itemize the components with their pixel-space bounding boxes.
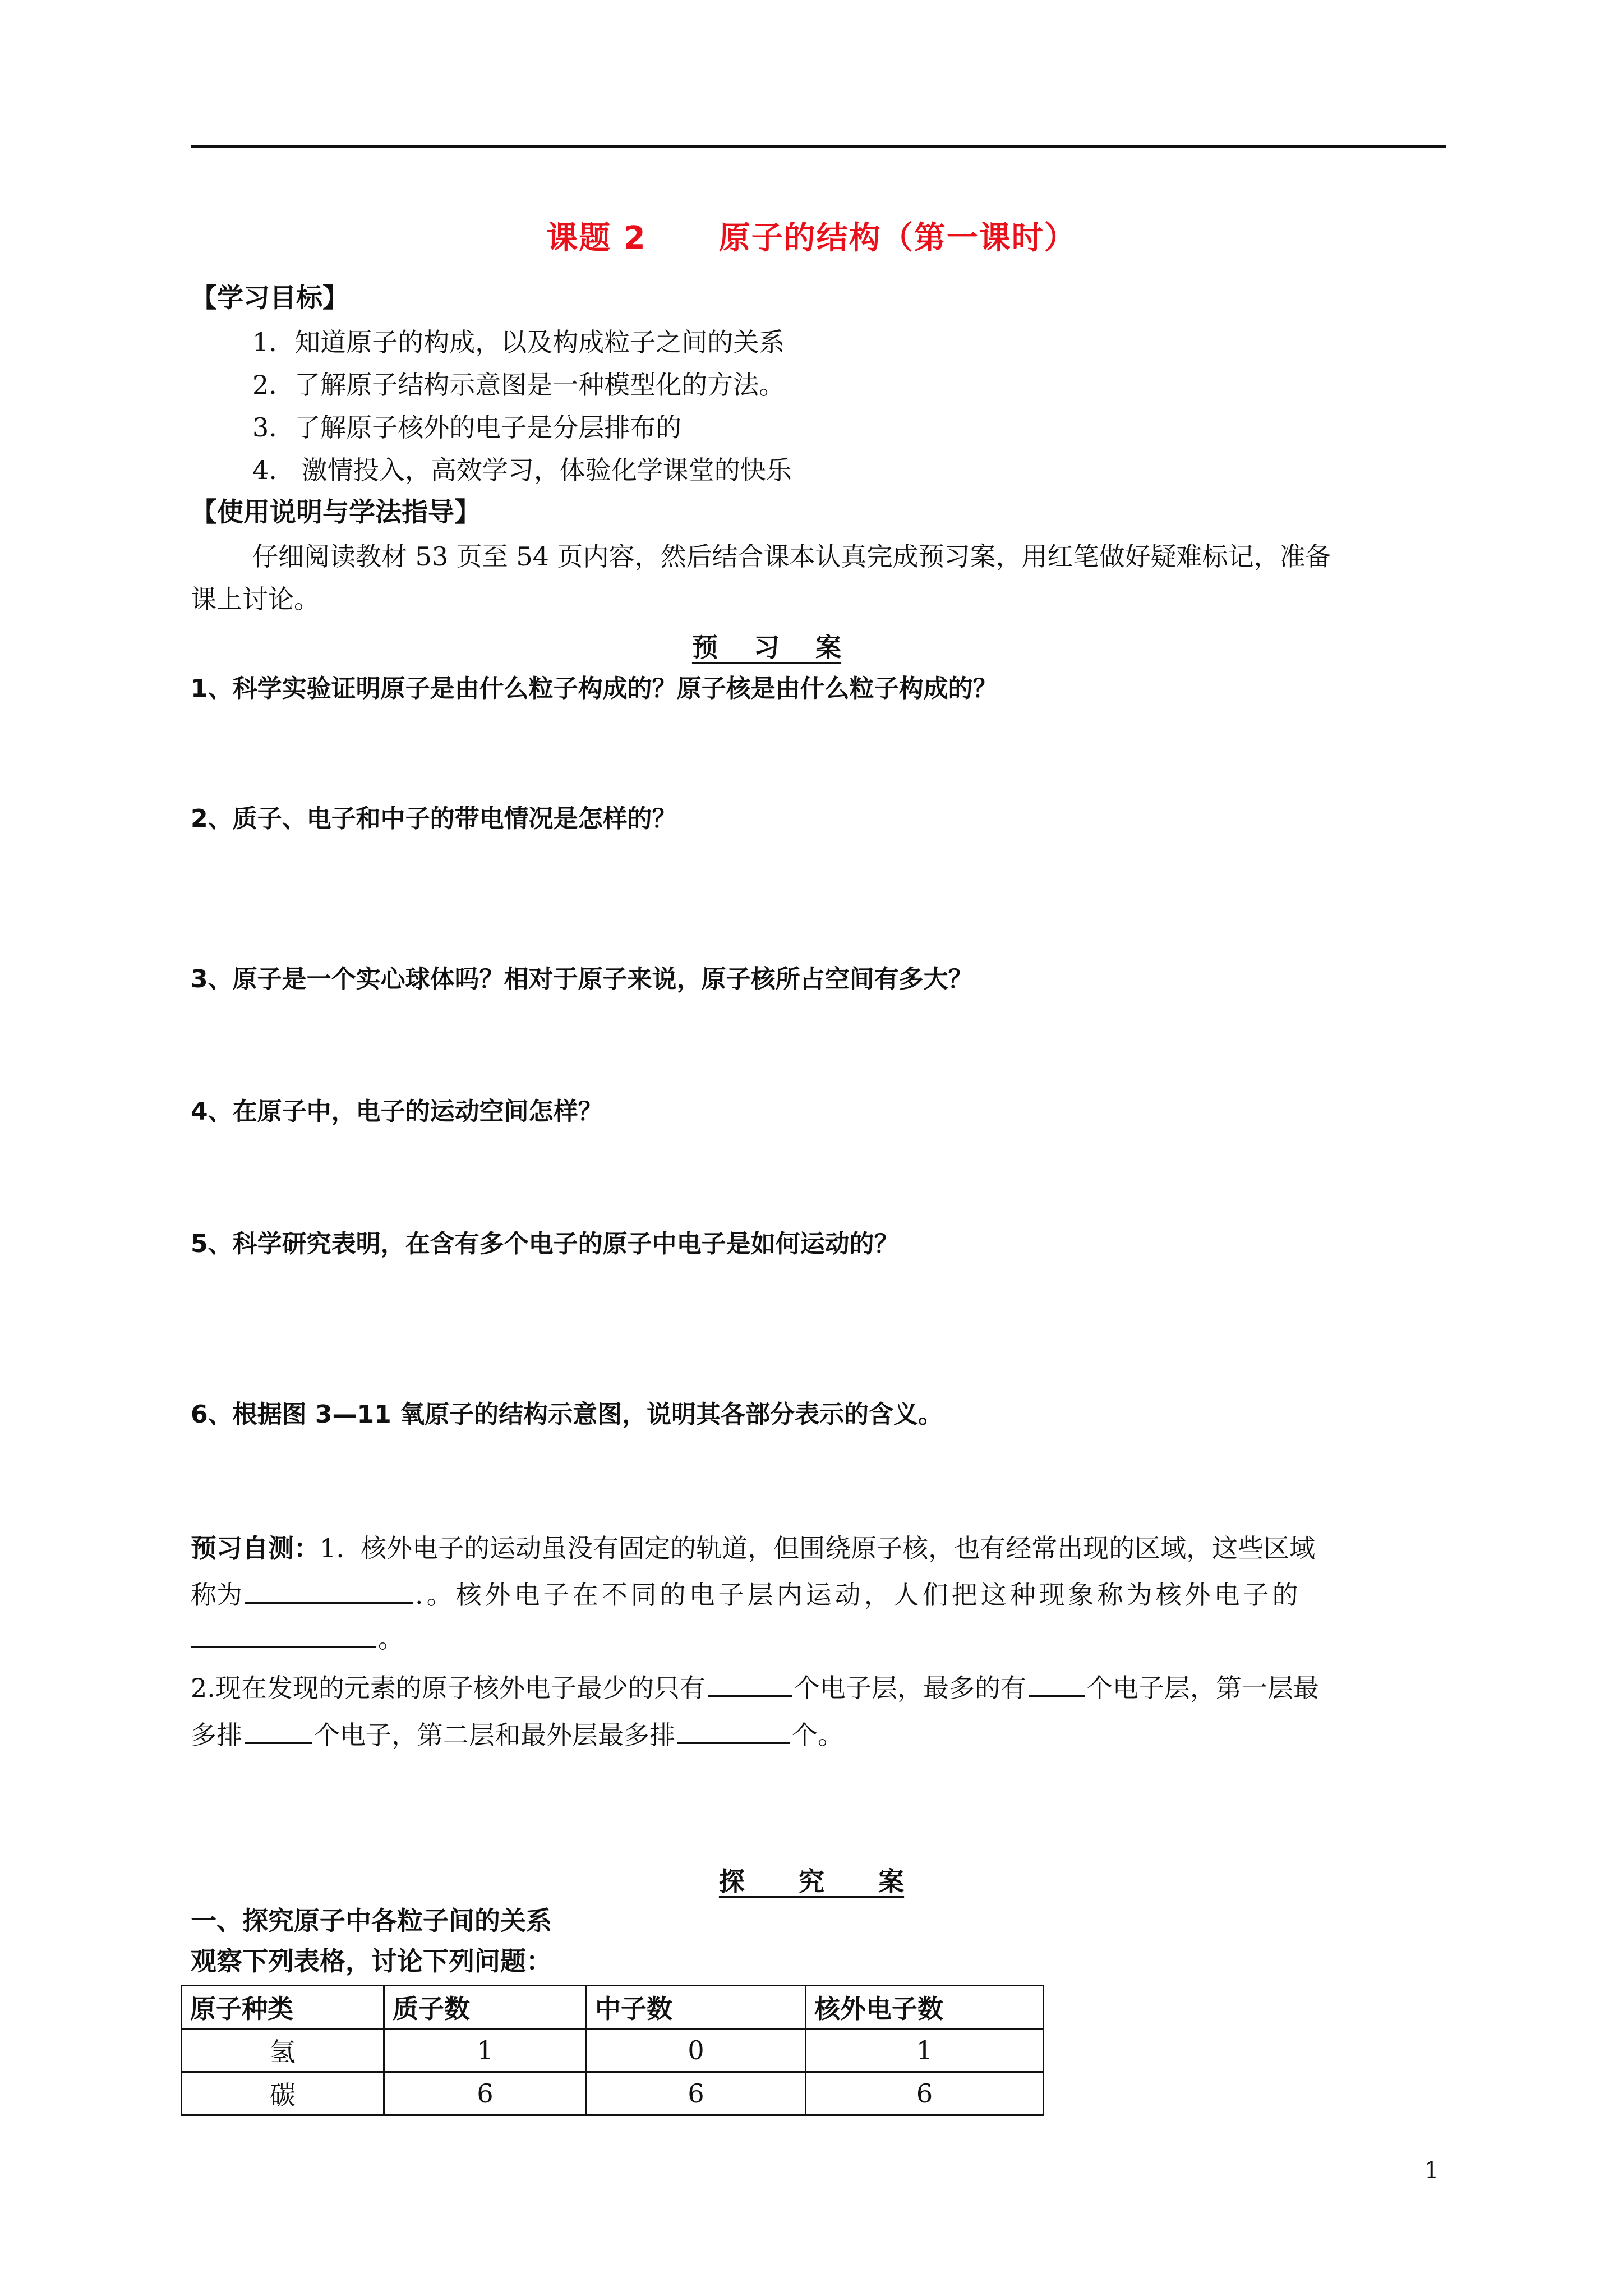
answer-blank[interactable] xyxy=(1029,1671,1085,1697)
objective-item: 3．了解原子核外的电子是分层排布的 xyxy=(252,412,682,443)
table-cell: 氢 xyxy=(182,2029,384,2072)
guide-text: 课上讨论。 xyxy=(191,584,320,614)
selftest-line xyxy=(191,1577,1302,1612)
table-header-cell: 原子种类 xyxy=(182,1986,384,2029)
table-row xyxy=(182,2029,1044,2072)
selftest-line xyxy=(191,1671,1319,1705)
header-rule xyxy=(191,145,1446,148)
selftest-text: 个电子层，最多的有 xyxy=(794,1673,1026,1703)
selftest-line xyxy=(191,1718,843,1752)
guide-heading: 【使用说明与学法指导】 xyxy=(191,497,481,528)
explore-instruction: 观察下列表格，讨论下列问题： xyxy=(191,1946,552,1976)
selftest-label: 预习自测： xyxy=(191,1533,320,1563)
objective-item: 4. 激情投入，高效学习，体验化学课堂的快乐 xyxy=(252,455,792,485)
selftest-text: 1. 核外电子的运动虽没有固定的轨道，但围绕原子核，也有经常出现的区域，这些区域 xyxy=(320,1533,1316,1563)
selftest-text: 2.现在发现的元素的原子核外电子最少的只有 xyxy=(191,1673,706,1703)
answer-blank[interactable] xyxy=(245,1577,413,1604)
atom-particle-table xyxy=(181,1985,1044,2116)
selftest-text: 个电子，第二层和最外层最多排 xyxy=(314,1720,675,1750)
answer-blank[interactable] xyxy=(245,1718,312,1744)
selftest-text: 多排 xyxy=(191,1720,242,1750)
page-title: 课题 2 原子的结构（第一课时） xyxy=(546,220,1077,256)
selftest-text: 个。 xyxy=(792,1720,843,1750)
table-cell: 6 xyxy=(587,2072,806,2115)
objective-item: 1．知道原子的构成，以及构成粒子之间的关系 xyxy=(252,327,785,357)
preview-question: 2、质子、电子和中子的带电情况是怎样的？ xyxy=(191,804,677,833)
table-header-cell: 质子数 xyxy=(384,1986,587,2029)
table-row xyxy=(182,2072,1044,2115)
table-cell: 1 xyxy=(806,2029,1044,2072)
preview-question: 3、原子是一个实心球体吗？相对于原子来说，原子核所占空间有多大？ xyxy=(191,965,973,993)
selftest-text: 。 xyxy=(378,1623,404,1654)
selftest-text: 个电子层，第一层最 xyxy=(1086,1673,1319,1703)
table-cell: 1 xyxy=(384,2029,587,2072)
preview-question: 1、科学实验证明原子是由什么粒子构成的？原子核是由什么粒子构成的？ xyxy=(191,674,998,703)
page-number: 1 xyxy=(1424,2157,1439,2183)
preview-question: 5、科学研究表明，在含有多个电子的原子中电子是如何运动的？ xyxy=(191,1230,899,1258)
selftest-text: 称为 xyxy=(191,1580,242,1610)
table-header-cell: 中子数 xyxy=(587,1986,806,2029)
preview-heading: 预 习 案 xyxy=(691,632,842,662)
selftest-line xyxy=(191,1621,404,1655)
preview-question: 4、在原子中，电子的运动空间怎样？ xyxy=(191,1097,603,1126)
answer-blank[interactable] xyxy=(708,1671,792,1697)
explore-heading: 探 究 案 xyxy=(718,1866,905,1897)
preview-question: 6、根据图 3—11 氧原子的结构示意图，说明其各部分表示的含义。 xyxy=(191,1400,943,1429)
objectives-heading: 【学习目标】 xyxy=(191,283,349,314)
answer-blank[interactable] xyxy=(191,1621,376,1648)
answer-blank[interactable] xyxy=(677,1718,790,1744)
selftest-text: .。核外电子在不同的电子层内运动，人们把这种现象称为核外电子的 xyxy=(415,1580,1302,1610)
table-cell: 6 xyxy=(384,2072,587,2115)
objective-item: 2．了解原子结构示意图是一种模型化的方法。 xyxy=(252,370,785,400)
table-header-row xyxy=(182,1986,1044,2029)
explore-section-title: 一、探究原子中各粒子间的关系 xyxy=(191,1906,552,1936)
table-header-cell: 核外电子数 xyxy=(806,1986,1044,2029)
table-cell: 0 xyxy=(587,2029,806,2072)
table-cell: 6 xyxy=(806,2072,1044,2115)
guide-text: 仔细阅读教材 53 页至 54 页内容，然后结合课本认真完成预习案，用红笔做好疑难标记，准备 xyxy=(252,541,1331,572)
selftest-line xyxy=(191,1531,1315,1565)
table-cell: 碳 xyxy=(182,2072,384,2115)
